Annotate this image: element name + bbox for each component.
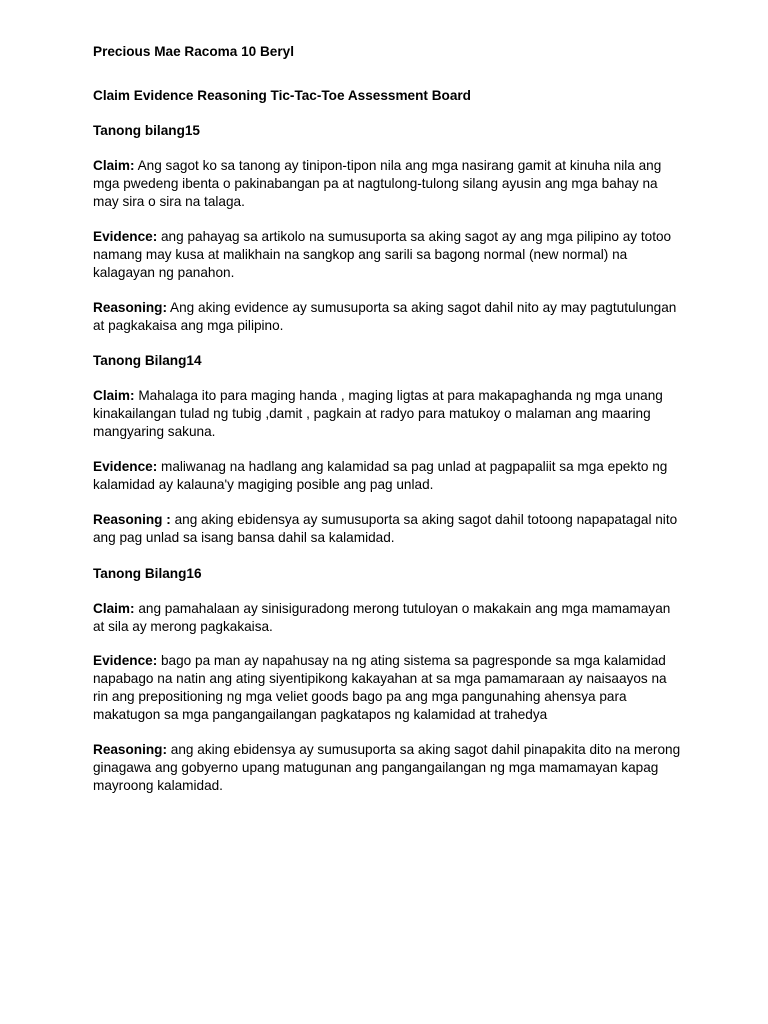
reasoning-paragraph (93, 741, 683, 795)
evidence-label: Evidence: (93, 229, 158, 244)
reasoning-text: ang aking ebidensya ay sumusuporta sa aking sagot dahil pinapakita dito na merong ginagawa ang gobyerno upang matugunan ang pangangailangan ng mga mamamayan kapag mayroong kalamidad. (93, 742, 681, 793)
author-line: Precious Mae Racoma 10 Beryl (93, 44, 294, 59)
claim-label: Claim: (93, 388, 135, 403)
claim-paragraph (93, 387, 683, 441)
section-heading: Tanong bilang15 (93, 123, 200, 138)
section-heading: Tanong Bilang16 (93, 566, 202, 581)
claim-label: Claim: (93, 601, 135, 616)
reasoning-paragraph (93, 299, 683, 335)
evidence-paragraph (93, 458, 683, 494)
claim-paragraph (93, 157, 683, 211)
reasoning-paragraph (93, 511, 683, 547)
claim-text: Mahalaga ito para maging handa , maging ligtas at para makapaghanda ng mga unang kinakailangan tulad ng tubig ,damit , pagkain at radyo para matukoy o malaman ang maaring mangyaring sakuna. (93, 388, 663, 439)
reasoning-text: Ang aking evidence ay sumusuporta sa aking sagot dahil nito ay may pagtutulungan at pagkakaisa ang mga pilipino. (93, 300, 677, 333)
evidence-paragraph (93, 228, 683, 282)
reasoning-text: ang aking ebidensya ay sumusuporta sa aking sagot dahil totoong napapatagal nito ang pag unlad sa isang bansa dahil sa kalamidad. (93, 512, 678, 545)
reasoning-label: Reasoning : (93, 512, 171, 527)
claim-text: Ang sagot ko sa tanong ay tinipon-tipon nila ang mga nasirang gamit at kinuha nila ang mga pwedeng ibenta o pakinabangan pa at nagtulong-tulong silang ayusin ang mga bahay na may sira o sira na talaga. (93, 158, 662, 209)
evidence-text: bago pa man ay napahusay na ng ating sistema sa pagresponde sa mga kalamidad napabago na natin ang ating siyentipikong kakayahan at sa mga pamamaraan ay naisaayos na rin ang prepositioning ng mga veliet goods bago pa ang mga pangunahing ahensya para makatugon sa mga pangangailangan pagkatapos ng kalamidad at trahedya (93, 653, 667, 722)
claim-paragraph (93, 600, 683, 636)
claim-text: ang pamahalaan ay sinisiguradong merong tutuloyan o makakain ang mga mamamayan at sila ay merong pagkakaisa. (93, 601, 671, 634)
section-heading: Tanong Bilang14 (93, 353, 202, 368)
reasoning-label: Reasoning: (93, 300, 168, 315)
evidence-label: Evidence: (93, 653, 158, 668)
document-title: Claim Evidence Reasoning Tic-Tac-Toe Assessment Board (93, 88, 471, 103)
reasoning-label: Reasoning: (93, 742, 168, 757)
evidence-paragraph (93, 652, 683, 724)
evidence-text: ang pahayag sa artikolo na sumusuporta sa aking sagot ay ang mga pilipino ay totoo namang may kusa at malikhain na sangkop ang sarili sa bagong normal (new normal) na kalagayan ng panahon. (93, 229, 672, 280)
claim-label: Claim: (93, 158, 135, 173)
evidence-label: Evidence: (93, 459, 158, 474)
evidence-text: maliwanag na hadlang ang kalamidad sa pag unlad at pagpapaliit sa mga epekto ng kalamidad ay kalauna'y magiging posible ang pag unlad. (93, 459, 668, 492)
